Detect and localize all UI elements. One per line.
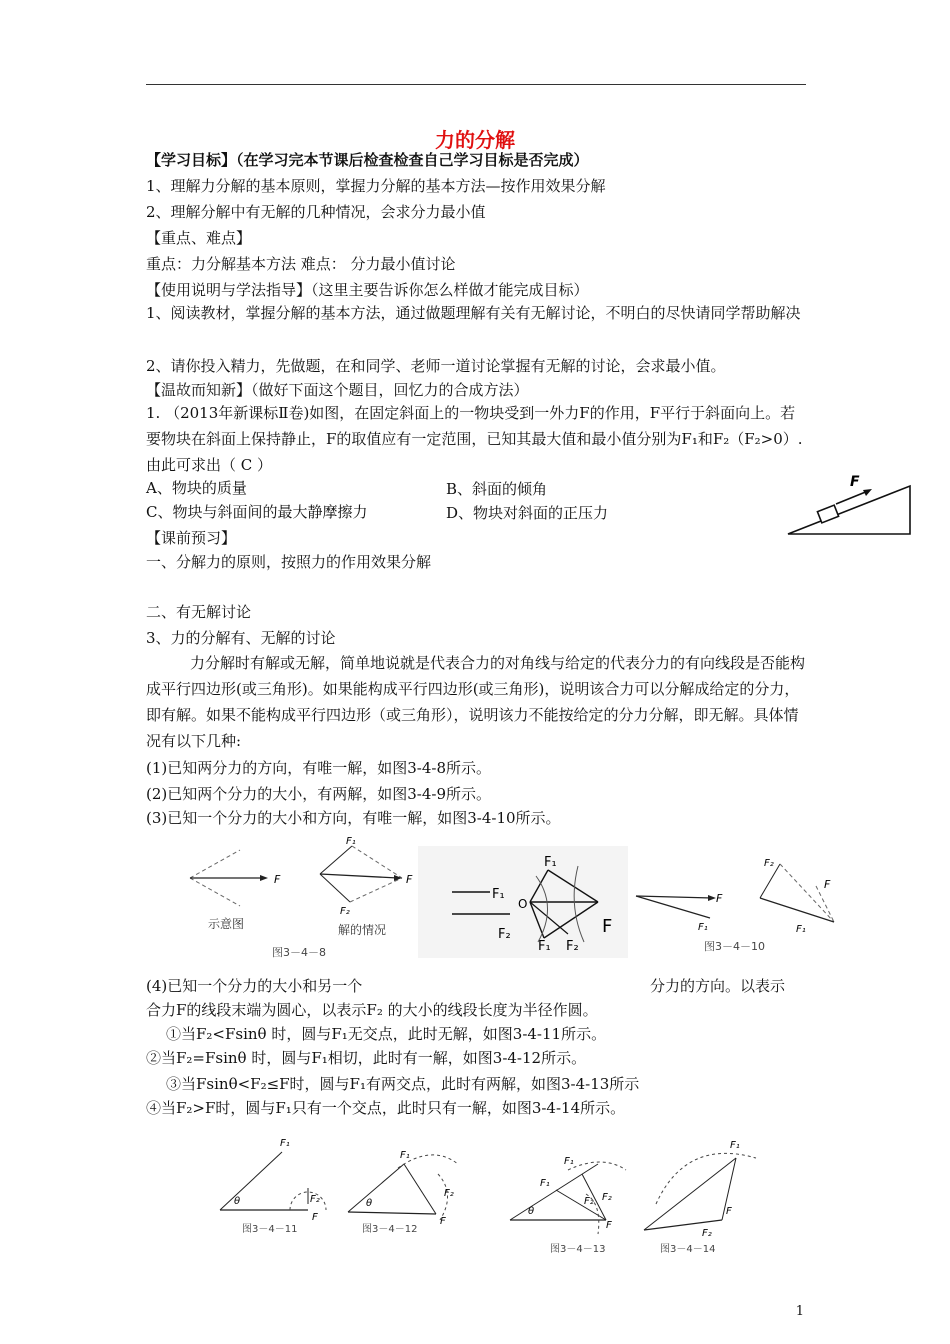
svg-text:θ: θ [366, 1198, 373, 1209]
svg-text:F₂: F₂ [310, 1194, 320, 1205]
guide-heading: 【使用说明与学法指导】（这里主要告诉你怎么样做才能完成目标） [146, 281, 589, 299]
option-a: A、物块的质量 [146, 479, 247, 497]
preview-heading: 【课前预习】 [146, 529, 237, 547]
goal-heading: 【学习目标】（在学习完本节课后检查检查自己学习目标是否完成） [146, 151, 589, 169]
label-schematic: 示意图 [208, 917, 245, 931]
svg-text:F₂: F₂ [498, 927, 511, 942]
preview-3: 3、力的分解有、无解的讨论 [146, 629, 336, 647]
figure-3-4-8 [180, 832, 420, 966]
svg-text:F₂: F₂ [602, 1192, 612, 1203]
question-1: 1. （2013年新课标Ⅱ卷)如图，在固定斜面上的一物块受到一外力F的作用，F平行于斜面向上。若要物块在斜面上保持静止，F的取值应有一定范围，已知其最大值和最小值分别为F₁和F₂（F₂>0）. 由此可求出（ C ） [146, 404, 803, 474]
preview-1: 一、分解力的原则，按照力的作用效果分解 [146, 553, 432, 571]
subcase-2: ②当F₂=Fsinθ 时，圆与F₁相切，此时有一解，如图3-4-12所示。 [146, 1049, 587, 1067]
svg-text:F₁: F₁ [492, 887, 505, 902]
caption-3-4-11: 图3－4－11 [242, 1224, 298, 1235]
svg-text:F₁: F₁ [346, 836, 356, 847]
svg-text:F: F [274, 873, 281, 886]
goal-2: 2、理解分解中有无解的几种情况，会求分力最小值 [146, 203, 486, 221]
svg-text:F₁: F₁ [538, 939, 551, 954]
key-heading: 【重点、难点】 [146, 229, 252, 247]
case-4c: 合力F的线段末端为圆心，以表示F₂ 的大小的线段长度为半径作圆。 [146, 1001, 598, 1019]
incline-plane [788, 486, 910, 534]
svg-text:F: F [606, 1220, 612, 1231]
svg-text:F: F [726, 1206, 732, 1217]
svg-text:F: F [602, 916, 613, 937]
option-d: D、物块对斜面的正压力 [446, 504, 609, 522]
option-b: B、斜面的倾角 [446, 480, 548, 498]
svg-text:F: F [716, 892, 723, 905]
figure-3-4-12 [340, 1134, 470, 1238]
preview-2: 二、有无解讨论 [146, 603, 252, 621]
caption-3-4-10: 图3－4－10 [704, 940, 765, 953]
incline-figure [784, 470, 916, 540]
case-3: (3)已知一个分力的大小和方向，有唯一解，如图3-4-10所示。 [146, 809, 561, 827]
review-heading: 【温故而知新】（做好下面这个题目，回忆力的合成方法） [146, 381, 529, 399]
svg-text:F: F [312, 1212, 318, 1223]
figure-3-4-10 [630, 846, 850, 958]
label-solutions: 解的情况 [338, 923, 387, 937]
svg-text:F: F [406, 873, 413, 886]
svg-text:F: F [440, 1216, 446, 1227]
svg-text:F₂: F₂ [584, 1196, 594, 1207]
svg-text:F₂: F₂ [566, 939, 579, 954]
caption-3-4-12: 图3－4－12 [362, 1224, 418, 1235]
svg-text:F₂: F₂ [340, 906, 350, 917]
option-c: C、物块与斜面间的最大静摩擦力 [146, 503, 368, 521]
case-2: (2)已知两个分力的大小，有两解，如图3-4-9所示。 [146, 785, 492, 803]
page-title: 力的分解 [435, 128, 515, 152]
svg-text:F₂: F₂ [764, 858, 774, 869]
svg-text:F₁: F₁ [400, 1150, 410, 1161]
case-1: (1)已知两分力的方向，有唯一解，如图3-4-8所示。 [146, 759, 492, 777]
svg-text:F₁: F₁ [564, 1156, 574, 1167]
svg-text:θ: θ [234, 1196, 241, 1207]
figure-3-4-14 [636, 1134, 766, 1258]
force-label: F [850, 474, 860, 490]
caption-3-4-13: 图3－4－13 [550, 1244, 606, 1255]
svg-text:θ: θ [528, 1206, 535, 1217]
case-4a: (4)已知一个分力的大小和另一个 [146, 977, 363, 995]
subcase-1: ①当F₂<Fsinθ 时，圆与F₁无交点，此时无解，如图3-4-11所示。 [166, 1025, 607, 1043]
figure-3-4-11 [212, 1134, 338, 1238]
svg-text:F₁: F₁ [544, 855, 557, 870]
svg-text:O: O [518, 897, 528, 911]
force-arrowhead [863, 489, 872, 496]
page-number: 1 [795, 1304, 804, 1319]
caption-3-4-14: 图3－4－14 [660, 1244, 716, 1255]
goal-1: 1、理解力分解的基本原则，掌握力分解的基本方法—按作用效果分解 [146, 177, 606, 195]
guide-1: 1、阅读教材，掌握分解的基本方法，通过做题理解有关有无解讨论，不明白的尽快请同学帮助解决 [146, 304, 801, 322]
svg-text:F₁: F₁ [796, 924, 806, 935]
svg-text:F₁: F₁ [698, 922, 708, 933]
case-4b: 分力的方向。以表示 [650, 977, 786, 995]
svg-text:F₂: F₂ [702, 1228, 712, 1239]
figure-3-4-9 [418, 846, 628, 958]
force-arrow [836, 491, 868, 504]
caption-3-4-8: 图3－4－8 [272, 946, 326, 959]
guide-2: 2、请你投入精力，先做题，在和同学、老师一道讨论掌握有无解的讨论，会求最小值。 [146, 357, 726, 375]
header-rule [146, 84, 806, 85]
block [817, 505, 838, 523]
svg-text:F₁: F₁ [730, 1140, 740, 1151]
svg-text:F: F [824, 878, 831, 891]
svg-text:F₁: F₁ [280, 1138, 290, 1149]
svg-text:F₁: F₁ [540, 1178, 550, 1189]
svg-text:F₂: F₂ [444, 1188, 454, 1199]
subcase-4: ④当F₂>F时，圆与F₁只有一个交点，此时只有一解，如图3-4-14所示。 [146, 1099, 626, 1117]
body-text: 力分解时有解或无解，简单地说就是代表合力的对角线与给定的代表分力的有向线段是否能构成平行四边形(或三角形)。如果能构成平行四边形(或三角形)，说明该合力可以分解成给定的分力，即有解。如果不能构成平行四边形（或三角形），说明该力不能按给定的分力分解，即无解。具体情况有以下几种: [146, 654, 806, 750]
subcase-3: ③当Fsinθ<F₂≤F时，圆与F₁有两交点，此时有两解，如图3-4-13所示 [166, 1075, 640, 1093]
key-points: 重点：力分解基本方法 难点： 分力最小值讨论 [146, 255, 456, 273]
figure-3-4-13 [502, 1134, 642, 1258]
